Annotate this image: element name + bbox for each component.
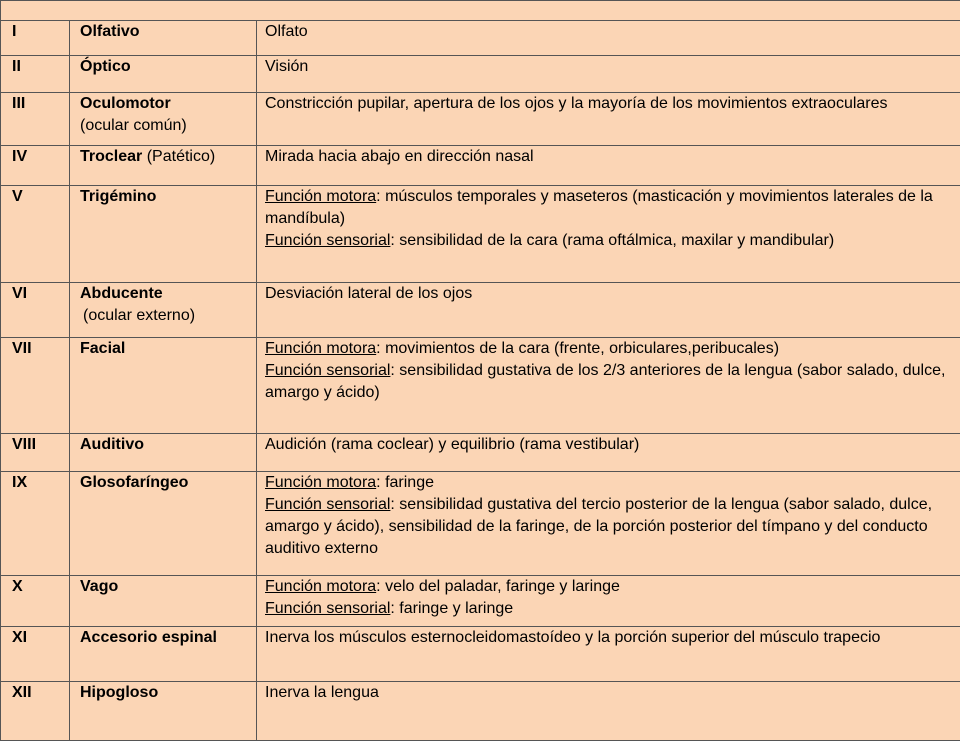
- nerve-name-cell: [70, 283, 257, 338]
- nerve-name-cell: [70, 434, 257, 472]
- nerve-function: [257, 472, 960, 576]
- table-row: [1, 576, 960, 627]
- nerve-number: X: [1, 576, 70, 627]
- nerve-number: XI: [1, 627, 70, 682]
- nerve-name: Vago: [80, 578, 118, 595]
- nerve-function: Inerva la lengua: [257, 682, 960, 741]
- nerve-function: [257, 186, 960, 283]
- sensory-function-label: Función sensorial: [265, 232, 390, 249]
- nerve-name-cell: [70, 186, 257, 283]
- top-spacer-cell: [1, 1, 960, 21]
- nerve-function: Olfato: [257, 21, 960, 56]
- nerve-name-cell: [70, 93, 257, 146]
- nerve-name-cell: [70, 21, 257, 56]
- table-row: [1, 627, 960, 682]
- nerve-number: I: [1, 21, 70, 56]
- motor-function-label: Función motora: [265, 188, 376, 205]
- motor-function-label: Función motora: [265, 578, 376, 595]
- table-row: [1, 21, 960, 56]
- nerve-name-cell: [70, 56, 257, 93]
- nerve-function: Mirada hacia abajo en dirección nasal: [257, 146, 960, 186]
- table-row: [1, 472, 960, 576]
- nerve-function: [257, 338, 960, 434]
- nerve-function: [257, 576, 960, 627]
- motor-function-text: : músculos temporales y maseteros (masticación y movimientos laterales de la mandíbula): [265, 188, 933, 227]
- nerve-name: Oculomotor: [80, 95, 171, 112]
- sensory-function-text: : sensibilidad gustativa del tercio posterior de la lengua (sabor salado, dulce, amargo y ácido), sensibilidad de la faringe, de la porción posterior del tímpano y del conducto auditivo externo: [265, 496, 932, 557]
- nerve-name: Facial: [80, 340, 125, 357]
- nerve-name: Trigémino: [80, 188, 156, 205]
- nerve-name-cell: [70, 576, 257, 627]
- nerve-name: Accesorio espinal: [80, 629, 217, 646]
- nerve-name: Hipogloso: [80, 684, 158, 701]
- nerve-name: Abducente: [80, 285, 163, 302]
- table-row: [1, 434, 960, 472]
- nerve-name: Glosofaríngeo: [80, 474, 188, 491]
- motor-function-label: Función motora: [265, 340, 376, 357]
- nerve-number: IX: [1, 472, 70, 576]
- motor-function-text: : faringe: [376, 474, 434, 491]
- nerve-number: VII: [1, 338, 70, 434]
- table-row: [1, 56, 960, 93]
- nerve-name: Olfativo: [80, 23, 140, 40]
- nerve-name: Óptico: [80, 58, 131, 75]
- nerve-number: VI: [1, 283, 70, 338]
- nerve-name: Troclear: [80, 148, 142, 165]
- table-row: [1, 338, 960, 434]
- nerve-number: XII: [1, 682, 70, 741]
- nerve-number: IV: [1, 146, 70, 186]
- nerve-name-cell: [70, 627, 257, 682]
- nerve-name-cell: [70, 472, 257, 576]
- table-row: [1, 186, 960, 283]
- table-row: [1, 682, 960, 741]
- nerve-function: Constricción pupilar, apertura de los ojos y la mayoría de los movimientos extraoculares: [257, 93, 960, 146]
- nerve-name: Auditivo: [80, 436, 144, 453]
- sensory-function-text: : sensibilidad de la cara (rama oftálmica, maxilar y mandibular): [390, 232, 834, 249]
- nerve-name-cell: [70, 146, 257, 186]
- motor-function-label: Función motora: [265, 474, 376, 491]
- nerve-alt-name: (ocular externo): [80, 307, 195, 324]
- sensory-function-label: Función sensorial: [265, 496, 390, 513]
- table-row: [1, 93, 960, 146]
- nerve-function: Desviación lateral de los ojos: [257, 283, 960, 338]
- nerve-number: III: [1, 93, 70, 146]
- nerve-name-cell: [70, 682, 257, 741]
- motor-function-text: : velo del paladar, faringe y laringe: [376, 578, 620, 595]
- nerve-number: II: [1, 56, 70, 93]
- motor-function-text: : movimientos de la cara (frente, orbiculares,peribucales): [376, 340, 779, 357]
- sensory-function-text: : faringe y laringe: [390, 600, 513, 617]
- nerve-number: VIII: [1, 434, 70, 472]
- nerve-number: V: [1, 186, 70, 283]
- sensory-function-label: Función sensorial: [265, 362, 390, 379]
- nerve-function: Inerva los músculos esternocleidomastoídeo y la porción superior del músculo trapecio: [257, 627, 960, 682]
- table-row: [1, 146, 960, 186]
- sensory-function-label: Función sensorial: [265, 600, 390, 617]
- sensory-function-text: : sensibilidad gustativa de los 2/3 anteriores de la lengua (sabor salado, dulce, amargo y ácido): [265, 362, 945, 401]
- table-row: [1, 283, 960, 338]
- nerve-alt-name: (ocular común): [80, 117, 187, 134]
- nerve-name-cell: [70, 338, 257, 434]
- table-row: [1, 1, 960, 21]
- nerve-function: Audición (rama coclear) y equilibrio (rama vestibular): [257, 434, 960, 472]
- nerve-alt-name: (Patético): [147, 148, 215, 165]
- nerve-function: Visión: [257, 56, 960, 93]
